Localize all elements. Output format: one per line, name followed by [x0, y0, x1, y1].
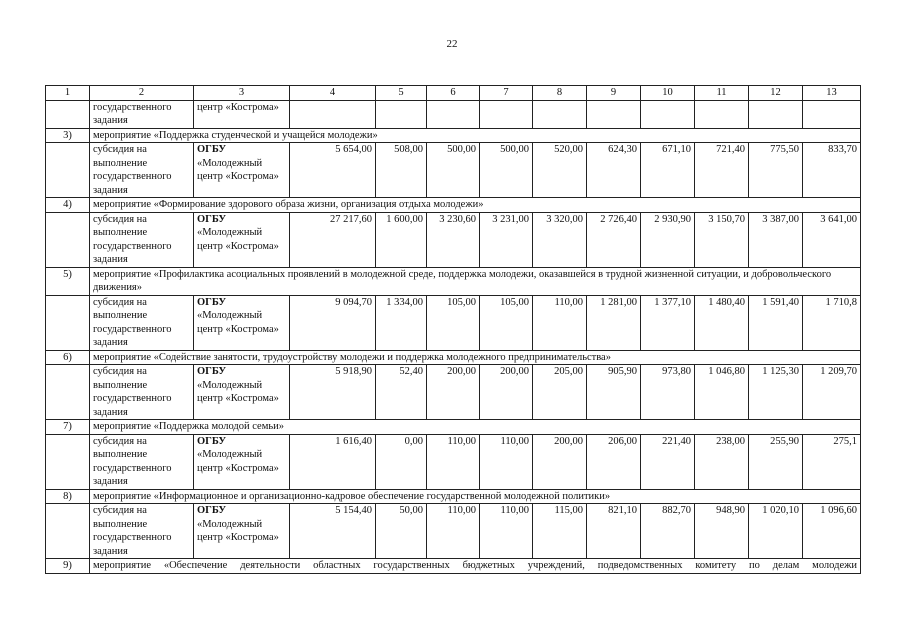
column-header-6: 6 [427, 86, 480, 101]
value-cell: 1 046,80 [695, 365, 749, 420]
value-cell: 500,00 [427, 143, 480, 198]
value-cell: 3 230,60 [427, 212, 480, 267]
budget-table [45, 85, 861, 574]
value-cell: 5 154,40 [290, 504, 376, 559]
column-header-12: 12 [749, 86, 803, 101]
organization-full-name: «Молодежный центр «Кострома» [197, 518, 279, 543]
value-cell: 3 231,00 [480, 212, 533, 267]
organization-cell [194, 504, 290, 559]
subsidy-cell: субсидия на выполнение государственного задания [90, 212, 194, 267]
value-cell: 200,00 [533, 434, 587, 489]
value-cell: 1 209,70 [803, 365, 861, 420]
value-cell: 110,00 [533, 295, 587, 350]
column-header-7: 7 [480, 86, 533, 101]
organization-name: ОГБУ [197, 296, 227, 308]
value-cell: 200,00 [480, 365, 533, 420]
value-cell [480, 100, 533, 128]
activity-index: 7) [46, 420, 90, 435]
column-header-10: 10 [641, 86, 695, 101]
value-cell: 508,00 [376, 143, 427, 198]
value-cell: 3 320,00 [533, 212, 587, 267]
value-cell: 221,40 [641, 434, 695, 489]
value-cell: 105,00 [480, 295, 533, 350]
activity-index: 6) [46, 350, 90, 365]
row-index [46, 365, 90, 420]
organization-full-name: «Молодежный центр «Кострома» [197, 227, 279, 252]
value-cell: 3 387,00 [749, 212, 803, 267]
activity-title: мероприятие «Формирование здорового образа жизни, организация отдыха молодежи» [90, 198, 861, 213]
value-cell [427, 100, 480, 128]
activity-title: мероприятие «Поддержка студенческой и учащейся молодежи» [90, 128, 861, 143]
column-header-11: 11 [695, 86, 749, 101]
subsidy-cell: субсидия на выполнение государственного задания [90, 365, 194, 420]
column-header-2: 2 [90, 86, 194, 101]
value-cell: 255,90 [749, 434, 803, 489]
value-cell: 520,00 [533, 143, 587, 198]
activity-title: мероприятие «Поддержка молодой семьи» [90, 420, 861, 435]
value-cell [376, 100, 427, 128]
value-cell: 1 591,40 [749, 295, 803, 350]
value-cell: 110,00 [480, 434, 533, 489]
value-cell: 110,00 [427, 434, 480, 489]
organization-cell [194, 143, 290, 198]
organization-name: ОГБУ [197, 366, 227, 377]
activity-title: мероприятие «Профилактика асоциальных проявлений в молодежной среде, поддержка молодежи, оказавшейся в трудной жизненной ситуации, и добровольческого движения» [90, 267, 861, 295]
activity-row [46, 198, 861, 213]
continuation-row [46, 100, 861, 128]
value-cell: 275,1 [803, 434, 861, 489]
subsidy-cell: субсидия на выполнение государственного задания [90, 295, 194, 350]
activity-index: 4) [46, 198, 90, 213]
value-cell: 1 377,10 [641, 295, 695, 350]
organization-cell [194, 295, 290, 350]
value-cell: 110,00 [427, 504, 480, 559]
activity-row [46, 128, 861, 143]
value-cell: 200,00 [427, 365, 480, 420]
subsidy-row [46, 295, 861, 350]
organization-name: ОГБУ [197, 505, 227, 516]
activity-index: 9) [46, 559, 90, 574]
value-cell: 3 641,00 [803, 212, 861, 267]
value-cell: 973,80 [641, 365, 695, 420]
value-cell: 1 480,40 [695, 295, 749, 350]
activity-title: мероприятие «Содействие занятости, трудоустройству молодежи и поддержка молодежного предпринимательства» [90, 350, 861, 365]
value-cell: 105,00 [427, 295, 480, 350]
value-cell: 1 334,00 [376, 295, 427, 350]
value-cell [695, 100, 749, 128]
subsidy-cell: субсидия на выполнение государственного задания [90, 434, 194, 489]
column-header-8: 8 [533, 86, 587, 101]
value-cell: 9 094,70 [290, 295, 376, 350]
value-cell: 110,00 [480, 504, 533, 559]
value-cell: 52,40 [376, 365, 427, 420]
organization-full-name: «Молодежный центр «Кострома» [197, 379, 279, 404]
activity-row [46, 420, 861, 435]
value-cell: 775,50 [749, 143, 803, 198]
activity-title: мероприятие «Обеспечение деятельности областных государственных бюджетных учреждений, подведомственных комитету по делам молодежи [90, 559, 861, 574]
row-index [46, 504, 90, 559]
value-cell [290, 100, 376, 128]
value-cell: 5 654,00 [290, 143, 376, 198]
value-cell [641, 100, 695, 128]
value-cell: 721,40 [695, 143, 749, 198]
value-cell: 3 150,70 [695, 212, 749, 267]
activity-row [46, 267, 861, 295]
value-cell: 2 930,90 [641, 212, 695, 267]
value-cell [803, 100, 861, 128]
value-cell [749, 100, 803, 128]
value-cell: 905,90 [587, 365, 641, 420]
activity-index: 8) [46, 489, 90, 504]
value-cell: 27 217,60 [290, 212, 376, 267]
value-cell: 50,00 [376, 504, 427, 559]
column-header-9: 9 [587, 86, 641, 101]
value-cell: 1 600,00 [376, 212, 427, 267]
organization-name: ОГБУ [197, 435, 227, 447]
value-cell: 821,10 [587, 504, 641, 559]
subsidy-cell: субсидия на выполнение государственного задания [90, 504, 194, 559]
subsidy-row [46, 365, 861, 420]
organization-cell [194, 212, 290, 267]
column-number-row [46, 86, 861, 101]
organization-full-name: «Молодежный центр «Кострома» [197, 157, 279, 182]
activity-row [46, 350, 861, 365]
value-cell: 1 020,10 [749, 504, 803, 559]
activity-row [46, 489, 861, 504]
table-body [46, 86, 861, 574]
organization-full-name: «Молодежный центр «Кострома» [197, 310, 279, 335]
subsidy-row [46, 212, 861, 267]
row-index [46, 434, 90, 489]
organization-name: ОГБУ [197, 144, 227, 155]
value-cell: 238,00 [695, 434, 749, 489]
subsidy-row [46, 504, 861, 559]
row-index [46, 295, 90, 350]
value-cell: 882,70 [641, 504, 695, 559]
value-cell: 833,70 [803, 143, 861, 198]
organization-name: ОГБУ [197, 213, 227, 225]
column-header-13: 13 [803, 86, 861, 101]
activity-index: 3) [46, 128, 90, 143]
value-cell: 1 096,60 [803, 504, 861, 559]
value-cell: 115,00 [533, 504, 587, 559]
subsidy-row [46, 143, 861, 198]
column-header-3: 3 [194, 86, 290, 101]
column-header-4: 4 [290, 86, 376, 101]
value-cell: 205,00 [533, 365, 587, 420]
value-cell [533, 100, 587, 128]
value-cell: 206,00 [587, 434, 641, 489]
subsidy-cell: субсидия на выполнение государственного задания [90, 143, 194, 198]
organization-cell: центр «Кострома» [194, 100, 290, 128]
value-cell: 624,30 [587, 143, 641, 198]
value-cell: 5 918,90 [290, 365, 376, 420]
activity-row [46, 559, 861, 574]
value-cell: 1 710,8 [803, 295, 861, 350]
subsidy-row [46, 434, 861, 489]
organization-cell [194, 434, 290, 489]
column-header-5: 5 [376, 86, 427, 101]
organization-cell [194, 365, 290, 420]
value-cell [587, 100, 641, 128]
row-index [46, 143, 90, 198]
value-cell: 948,90 [695, 504, 749, 559]
row-index [46, 100, 90, 128]
value-cell: 1 616,40 [290, 434, 376, 489]
subsidy-cell: государственного задания [90, 100, 194, 128]
activity-title: мероприятие «Информационное и организационно-кадровое обеспечение государственной молодежной политики» [90, 489, 861, 504]
value-cell: 671,10 [641, 143, 695, 198]
column-header-1: 1 [46, 86, 90, 101]
page-number: 22 [446, 38, 458, 50]
value-cell: 0,00 [376, 434, 427, 489]
value-cell: 1 125,30 [749, 365, 803, 420]
organization-full-name: «Молодежный центр «Кострома» [197, 449, 279, 474]
value-cell: 500,00 [480, 143, 533, 198]
value-cell: 1 281,00 [587, 295, 641, 350]
activity-index: 5) [46, 267, 90, 295]
value-cell: 2 726,40 [587, 212, 641, 267]
row-index [46, 212, 90, 267]
